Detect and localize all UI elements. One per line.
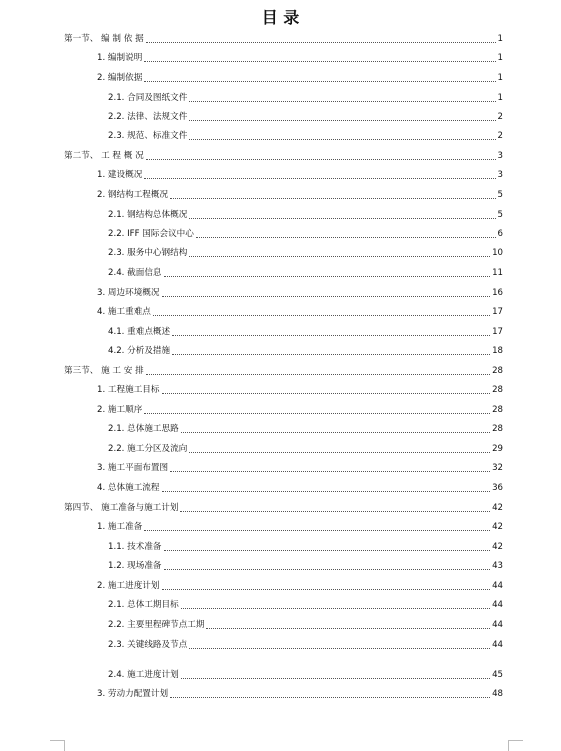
dot-leader: [162, 392, 491, 394]
toc-entry-label: 4. 施工重难点: [97, 307, 151, 317]
toc-entry[interactable]: [97, 480, 503, 494]
dot-leader: [189, 451, 490, 453]
dot-leader: [196, 236, 496, 238]
toc-page-number: 42: [492, 503, 503, 513]
toc-entry-label: 2.2. 主要里程碑节点工期: [108, 620, 205, 630]
toc-entry-label: 2.1. 总体工期目标: [108, 600, 179, 610]
toc-page-number: 5: [497, 210, 503, 220]
dot-leader: [170, 696, 490, 698]
toc-page-number: 36: [492, 483, 503, 493]
dot-leader: [144, 412, 490, 414]
toc-entry[interactable]: [64, 500, 503, 514]
toc-entry-label: 1. 建设概况: [97, 170, 143, 180]
toc-page-number: 28: [492, 385, 503, 395]
toc-page-number: 45: [492, 670, 503, 680]
toc-page-number: 3: [497, 151, 503, 161]
dot-leader: [162, 490, 491, 492]
toc-entry-label: 2.3. 关键线路及节点: [108, 640, 188, 650]
dot-leader: [181, 431, 490, 433]
dot-leader: [189, 100, 495, 102]
toc-entry-label: 第三节、 施 工 安 排: [64, 366, 144, 376]
toc-page-number: 28: [492, 366, 503, 376]
toc-entry-label: 2.1. 合同及图纸文件: [108, 93, 188, 103]
toc-entry[interactable]: [97, 70, 503, 84]
dot-leader: [189, 119, 495, 121]
toc-entry[interactable]: [97, 686, 503, 700]
dot-leader: [144, 529, 490, 531]
toc-page-number: 16: [492, 288, 503, 298]
toc-entry[interactable]: [97, 285, 503, 299]
toc-page-number: 1: [497, 73, 503, 83]
toc-page-number: 29: [492, 444, 503, 454]
toc-page-number: 42: [492, 522, 503, 532]
toc-entry[interactable]: [108, 617, 503, 631]
toc-page-number: 2: [497, 131, 503, 141]
toc-page-number: 28: [492, 405, 503, 415]
toc-page-number: 17: [492, 307, 503, 317]
toc-page-number: 1: [497, 93, 503, 103]
toc-entry[interactable]: [97, 578, 503, 592]
toc-entry-label: 2.3. 服务中心钢结构: [108, 248, 188, 258]
toc-entry[interactable]: [97, 402, 503, 416]
toc-page-number: 10: [492, 248, 503, 258]
toc-entry-label: 1.1. 技术准备: [108, 542, 162, 552]
toc-entry-label: 2. 施工顺序: [97, 405, 143, 415]
toc-entry[interactable]: [108, 421, 503, 435]
toc-page-number: 28: [492, 424, 503, 434]
toc-page-number: 48: [492, 689, 503, 699]
toc-entry[interactable]: [108, 265, 503, 279]
toc-page-number: 11: [492, 268, 503, 278]
toc-entry-label: 2.2. 法律、法规文件: [108, 112, 188, 122]
toc-entry[interactable]: [108, 539, 503, 553]
toc-entry-label: 2.1. 总体施工思路: [108, 424, 179, 434]
toc-entry[interactable]: [108, 207, 503, 221]
toc-entry[interactable]: [108, 245, 503, 259]
dot-leader: [172, 334, 490, 336]
toc-entry[interactable]: [64, 31, 503, 45]
dot-leader: [146, 373, 490, 375]
toc-entry[interactable]: [108, 128, 503, 142]
toc-entry[interactable]: [97, 519, 503, 533]
dot-leader: [189, 138, 495, 140]
toc-entry[interactable]: [108, 597, 503, 611]
dot-leader: [181, 677, 490, 679]
toc-entry-label: 1. 施工准备: [97, 522, 143, 532]
toc-entry-label: 2.4. 截面信息: [108, 268, 162, 278]
toc-entry-label: 3. 劳动力配置计划: [97, 689, 169, 699]
toc-page-number: 44: [492, 640, 503, 650]
toc-entry-label: 2.1. 钢结构总体概况: [108, 210, 188, 220]
toc-entry[interactable]: [108, 441, 503, 455]
dot-leader: [146, 158, 496, 160]
toc-entry[interactable]: [108, 343, 503, 357]
dot-leader: [189, 217, 495, 219]
dot-leader: [144, 80, 495, 82]
toc-entry-label: 2.3. 规范、标准文件: [108, 131, 188, 141]
dot-leader: [172, 353, 490, 355]
toc-entry-label: 2.4. 施工进度计划: [108, 670, 179, 680]
toc-entry[interactable]: [108, 226, 503, 240]
dot-leader: [170, 470, 490, 472]
toc-entry[interactable]: [97, 187, 503, 201]
dot-leader: [144, 177, 495, 179]
toc-entry[interactable]: [108, 667, 503, 681]
toc-page-number: 1: [497, 34, 503, 44]
toc-entry[interactable]: [97, 167, 503, 181]
toc-page-number: 44: [492, 600, 503, 610]
dot-leader: [189, 255, 490, 257]
toc-page-number: 17: [492, 327, 503, 337]
toc-page-number: 3: [497, 170, 503, 180]
toc-entry-label: 第二节、 工 程 概 况: [64, 151, 144, 161]
dot-leader: [164, 275, 491, 277]
toc-entry-label: 1. 工程施工目标: [97, 385, 160, 395]
toc-entry[interactable]: [108, 90, 503, 104]
toc-entry[interactable]: [64, 148, 503, 162]
toc-entry-label: 4. 总体施工流程: [97, 483, 160, 493]
dot-leader: [144, 60, 495, 62]
toc-entry-label: 第四节、 施工准备与施工计划: [64, 503, 179, 513]
dot-leader: [162, 295, 491, 297]
toc-entry-label: 2. 钢结构工程概况: [97, 190, 169, 200]
toc-page-number: 18: [492, 346, 503, 356]
dot-leader: [162, 588, 491, 590]
toc-entry-label: 3. 施工平面布置图: [97, 463, 169, 473]
dot-leader: [180, 510, 490, 512]
toc-entry-label: 2. 施工进度计划: [97, 581, 160, 591]
dot-leader: [181, 607, 490, 609]
toc-entry[interactable]: [97, 382, 503, 396]
toc-entry-label: 2.2. 施工分区及流向: [108, 444, 188, 454]
toc-entry[interactable]: [108, 637, 503, 651]
dot-leader: [164, 568, 491, 570]
toc-entry[interactable]: [108, 109, 503, 123]
toc-entry-label: 3. 周边环境概况: [97, 288, 160, 298]
toc-page-number: 44: [492, 620, 503, 630]
page-corner-mark-right: [508, 740, 523, 751]
dot-leader: [146, 41, 496, 43]
toc-entry-label: 2.2. IFF 国际会议中心: [108, 229, 194, 239]
toc-page-number: 2: [497, 112, 503, 122]
page-corner-mark-left: [50, 740, 65, 751]
toc-entry[interactable]: [64, 363, 503, 377]
toc-entry[interactable]: [97, 304, 503, 318]
toc-page-number: 32: [492, 463, 503, 473]
toc-entry[interactable]: [97, 460, 503, 474]
dot-leader: [153, 314, 490, 316]
dot-leader: [164, 549, 491, 551]
toc-entry-label: 第一节、 编 制 依 据: [64, 34, 144, 44]
dot-leader: [189, 647, 490, 649]
toc-entry[interactable]: [97, 50, 503, 64]
toc-entry[interactable]: [108, 324, 503, 338]
dot-leader: [170, 197, 495, 199]
dot-leader: [206, 627, 490, 629]
toc-entry-label: 1. 编制说明: [97, 53, 143, 63]
toc-page-number: 44: [492, 581, 503, 591]
toc-title: 目 录: [261, 8, 300, 27]
toc-entry-label: 4.1. 重难点概述: [108, 327, 171, 337]
toc-page-number: 43: [492, 561, 503, 571]
toc-page-number: 1: [497, 53, 503, 63]
toc-entry[interactable]: [108, 558, 503, 572]
toc-page-number: 42: [492, 542, 503, 552]
toc-page-number: 6: [497, 229, 503, 239]
toc-entry-label: 1.2. 现场准备: [108, 561, 162, 571]
toc-entry-label: 4.2. 分析及措施: [108, 346, 171, 356]
toc-entry-label: 2. 编制依据: [97, 73, 143, 83]
toc-page-number: 5: [497, 190, 503, 200]
